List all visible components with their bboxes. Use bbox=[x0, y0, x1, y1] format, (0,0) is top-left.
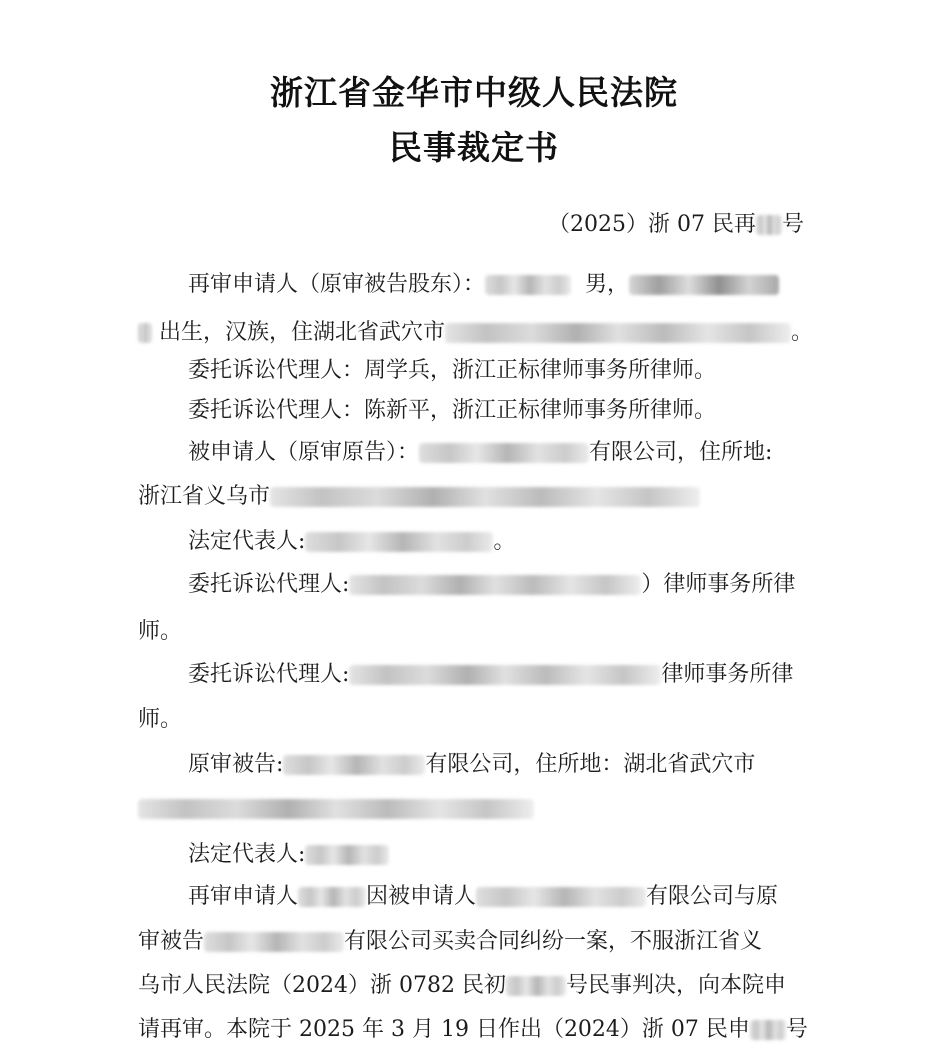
facts-2b: 有限公司买卖合同纠纷一案，不服浙江省义 bbox=[344, 929, 763, 954]
redaction bbox=[298, 887, 366, 907]
redaction bbox=[349, 665, 661, 685]
redaction bbox=[138, 323, 152, 343]
agent-4-cont: 师。 bbox=[138, 707, 183, 732]
paragraph-facts-1 bbox=[188, 882, 778, 912]
paragraph-applicant-cont bbox=[138, 318, 813, 348]
agent-3-label: 委托诉讼代理人: bbox=[188, 572, 350, 597]
redaction bbox=[305, 845, 389, 865]
agent-3-cont: 师。 bbox=[138, 619, 183, 644]
facts-1a: 再审申请人 bbox=[188, 884, 299, 909]
paragraph-facts-3 bbox=[138, 971, 786, 1001]
agent-4-tail: 律师事务所律 bbox=[661, 662, 794, 687]
agent-1: 委托诉讼代理人：周学兵，浙江正标律师事务所律师。 bbox=[188, 358, 717, 383]
facts-3a: 乌市人民法院（2024）浙 0782 民初 bbox=[138, 973, 506, 998]
applicant-label: 再审申请人（原审被告股东）： bbox=[188, 272, 486, 297]
paragraph-respondent-address bbox=[138, 482, 700, 512]
paragraph-applicant bbox=[188, 270, 779, 300]
applicant-address-end: 。 bbox=[791, 320, 814, 345]
redaction bbox=[270, 487, 700, 507]
agent-2: 委托诉讼代理人：陈新平，浙江正标律师事务所律师。 bbox=[188, 398, 717, 423]
redaction bbox=[445, 323, 791, 343]
legal-rep-label: 法定代表人: bbox=[188, 529, 306, 554]
redaction bbox=[283, 755, 425, 775]
redaction bbox=[349, 575, 641, 595]
redaction bbox=[138, 799, 534, 819]
document-type: 民事裁定书 bbox=[389, 128, 559, 167]
respondent-address: 浙江省义乌市 bbox=[138, 484, 271, 509]
redaction bbox=[485, 275, 571, 295]
facts-3b: 号民事判决，向本院申 bbox=[565, 973, 786, 998]
facts-2a: 审被告 bbox=[138, 929, 205, 954]
paragraph-original-defendant bbox=[188, 750, 755, 780]
legal-rep-tail: 。 bbox=[493, 529, 516, 554]
redaction bbox=[756, 215, 782, 235]
paragraph-facts-4 bbox=[138, 1015, 808, 1045]
paragraph-original-defendant-address bbox=[138, 794, 534, 824]
redaction bbox=[204, 932, 344, 952]
facts-1c: 有限公司与原 bbox=[646, 884, 779, 909]
paragraph-agent-3 bbox=[188, 570, 795, 600]
case-number-prefix: （2025）浙 07 民再 bbox=[548, 212, 756, 237]
respondent-tail: 有限公司，住所地: bbox=[589, 440, 773, 465]
agent-4-label: 委托诉讼代理人: bbox=[188, 662, 350, 687]
paragraph-legal-rep-1 bbox=[188, 527, 515, 557]
redaction bbox=[476, 887, 646, 907]
redaction bbox=[419, 443, 589, 463]
paragraph-legal-rep-2 bbox=[188, 840, 389, 870]
applicant-birth-address: 出生，汉族，住湖北省武穴市 bbox=[159, 320, 446, 345]
redaction bbox=[506, 976, 566, 996]
redaction bbox=[305, 532, 493, 552]
agent-3-tail: ）律师事务所律 bbox=[641, 572, 796, 597]
legal-rep-2-label: 法定代表人: bbox=[188, 842, 306, 867]
facts-1b: 因被申请人 bbox=[366, 884, 477, 909]
facts-4a: 请再审。本院于 2025 年 3 月 19 日作出（2024）浙 07 民申 bbox=[138, 1017, 750, 1042]
paragraph-respondent bbox=[188, 438, 772, 468]
paragraph-facts-2 bbox=[138, 927, 762, 957]
respondent-label: 被申请人（原审原告）： bbox=[188, 440, 420, 465]
redaction bbox=[629, 275, 779, 295]
case-number bbox=[548, 210, 804, 240]
case-number-suffix: 号 bbox=[781, 212, 804, 237]
redaction bbox=[750, 1020, 786, 1040]
court-name: 浙江省金华市中级人民法院 bbox=[270, 73, 678, 112]
paragraph-agent-4 bbox=[188, 660, 793, 690]
applicant-gender: 男， bbox=[585, 272, 630, 297]
original-defendant-tail: 有限公司，住所地：湖北省武穴市 bbox=[425, 752, 756, 777]
facts-4b: 号 bbox=[785, 1017, 808, 1042]
original-defendant-label: 原审被告: bbox=[188, 752, 284, 777]
